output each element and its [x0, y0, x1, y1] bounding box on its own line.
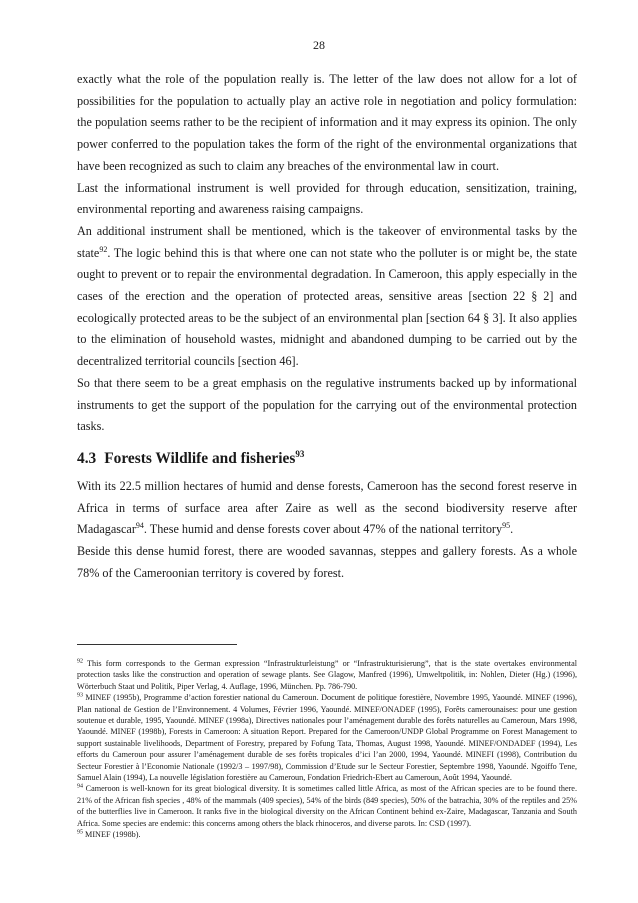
paragraph	[77, 476, 577, 541]
footnote-text: MINEF (1998b).	[83, 830, 141, 840]
footnote-mark: 94	[77, 783, 83, 790]
paragraph	[77, 541, 577, 584]
footnote-text: MINEF (1995b), Programme d’action forestier national du Cameroun. Document de politique forestière, Novembre 1995, Yaoundé. MINEF (1996), Plan national de Gestion de l’Environnement. 4 Volumes, Février 1996, Yaoundé. MINEF/ONADEF (1995), Forêts camerounaises: pour une gestion soutenue et durable, 1995, Yaoundé. MINEF (1998a), Directives nationales pour l’aménagement durable des forêts naturelles au Cameroun, Mars 1998, Yaoundé. MINEF (1998b), Forests in Cameroon: A situation Report. Prepared for the Cameroon/UNDP Global Programme on Forest Management to support sustainable livelihoods, Department of Forestry, prepared by Fofung Tata, Thomas, August 1998, Yaoundé. MINEF/ONDADEF (1994), Les efforts du Cameroun pour assurer l’aménagement durable de ses forêts tropicales d’ici l’an 2000, 1994, Yaoundé. MINEFI (1998), Contribution du Secteur Forestier à l’Economie Nationale (1992/3 – 1997/98), Commission d’Etude sur le Secteur Forestier, Septembre 1998, Yaoundé. Ngoiffo Tene, Samuel Alain (1994), La nouvelle législation forestière au Cameroun, Fondation Friedrich-Ebert au Cameroun, Août 1994, Yaoundé.	[77, 693, 577, 783]
paragraph-text: . These humid and dense forests cover about 47% of the national territory	[143, 522, 503, 537]
paragraph-text: With its 22.5 million hectares of humid and dense forests, Cameroon has the second forest reserve in Africa in terms of surface area after Zaire as well as the second biodiversity reserve after Madagascar	[77, 478, 577, 537]
section-title: Forests Wildlife and fisheries	[104, 449, 296, 467]
paragraph-text: Last the informational instrument is well provided for through education, sensitization, training, environmental reporting and awareness raising campaigns.	[77, 180, 577, 217]
paragraph-text: .	[510, 522, 514, 537]
footnotes	[77, 658, 577, 841]
footnote-mark: 93	[77, 692, 83, 699]
paragraph	[77, 69, 577, 178]
footnote	[77, 829, 577, 840]
paragraph-text: Beside this dense humid forest, there are wooded savannas, steppes and gallery forests. As a whole 78% of the Cameroonian territory is covered by forest.	[77, 544, 577, 580]
paragraph-text: . The logic behind this is that where one can not state who the polluter is or might be, the state ought to prevent or to repair the environmental degradation. In Cameroon, this apply especially in the cases of the erection and the operation of protected areas, sensitive areas [section 22 § 2] and ecologically protected areas to be the subject of an environmental plan [section 64 § 3]. It also applies to the elimination of household wastes, midnight and abandoned dumping to be carried out by the decentralized territorial councils [section 46].	[77, 245, 577, 369]
footnote	[77, 783, 577, 829]
paragraph-text: So that there seem to be a great emphasis on the regulative instruments backed up by informational instruments to get the support of the population for the carrying out of the environmental protection tasks.	[77, 375, 577, 434]
footnote-ref[interactable]: 92	[99, 244, 108, 254]
paragraph-text: An additional instrument shall be mentioned, which is the takeover of environmental tasks by the state	[77, 223, 577, 260]
footnote-mark: 95	[77, 829, 83, 836]
footnote	[77, 692, 577, 783]
paragraph	[77, 373, 577, 438]
footnote-separator	[77, 644, 237, 645]
main-text	[77, 69, 577, 584]
footnote-text: Cameroon is well-known for its great biological diversity. It is sometimes called little Africa, as most of the African species are to be found there. 21% of the African fish species , 48% of the mammals (409 species), 54% of the birds (849 species), 50% of the batrachia, 30% of the reptiles and 25% of the butterflies live in Cameroon. It ranks five in the biological diversity on the African Continent behind ex-Zaire, Madagascar, Tanzania and South Africa. Some species are endemic: this concerns among others the black rhinoceros, and diverse parots. In: CSD (1997).	[77, 784, 577, 828]
footnote-mark: 92	[77, 658, 83, 665]
page-number: 28	[313, 38, 325, 52]
footnote-ref[interactable]: 95	[502, 521, 511, 531]
paragraph	[77, 178, 577, 221]
footnote-text: This form corresponds to the German expression “Infrastrukturleistung” or “Infrastrukturisierung”, that is the state overtakes environmental protection tasks like the construction and operation of sewage plants. See Glagow, Manfred (1996), Umweltpolitik, in: Nohlen, Dieter (Hg.) (1996), Wörterbuch Staat und Politik, Piper Verlag, 4. Auflage, 1996, München. Pp. 786-790.	[77, 659, 577, 691]
footnote	[77, 658, 577, 692]
footnote-ref[interactable]: 93	[295, 448, 305, 459]
section-heading	[77, 448, 577, 470]
footnote-ref[interactable]: 94	[135, 521, 144, 531]
section-number: 4.3	[77, 449, 97, 467]
paragraph	[77, 221, 577, 373]
paragraph-text: exactly what the role of the population really is. The letter of the law does not allow for a lot of possibilities for the population to actually play an active role in negotiation and policy formulation: the population seems rather to be the recipient of information and it may express its opinion. The only power conferred to the population takes the form of the right of the environmental organizations that have been recognized as such to claim any breaches of the environmental law in court.	[77, 72, 577, 173]
